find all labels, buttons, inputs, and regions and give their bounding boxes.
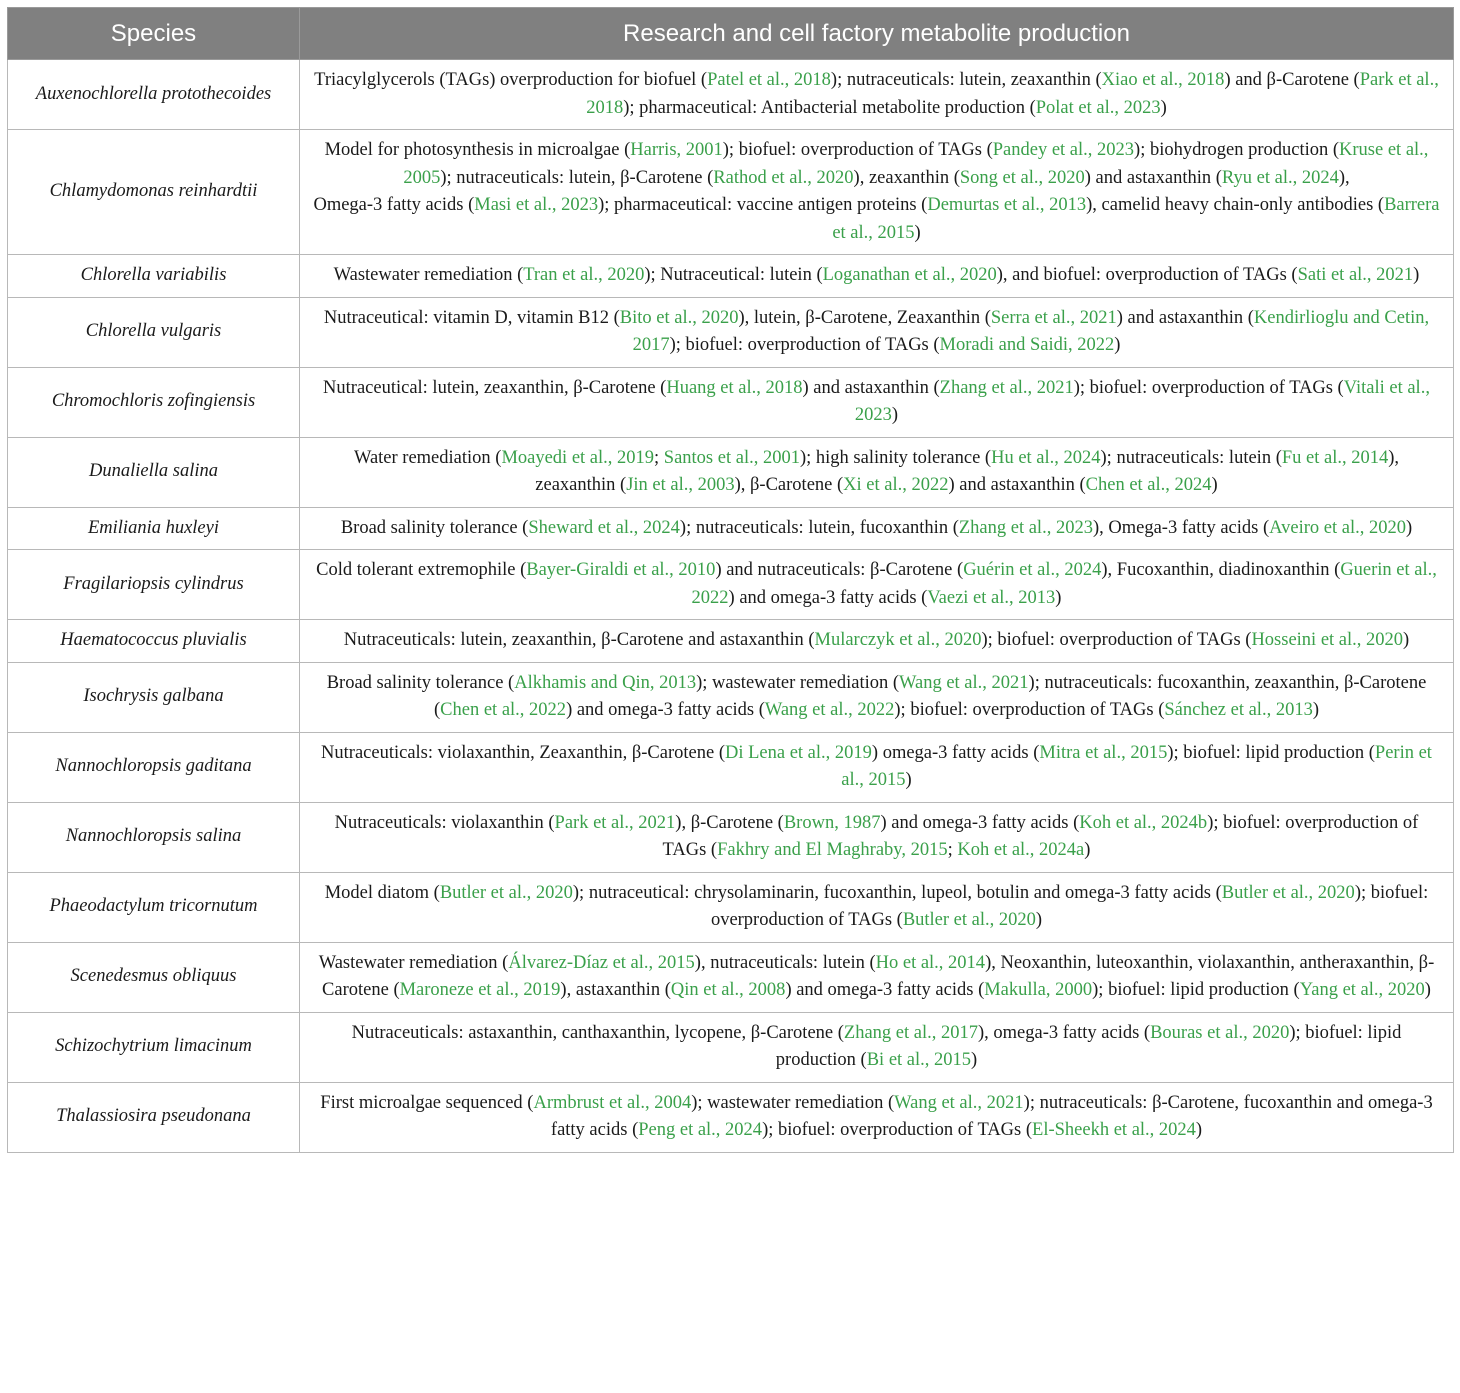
table-row (8, 802, 1454, 872)
table-row (8, 732, 1454, 802)
species-cell: Schizochytrium limacinum (8, 1012, 300, 1082)
cell-text: ), β-Carotene ( (675, 812, 784, 833)
cell-text: ) and β-Carotene ( (1224, 70, 1360, 90)
cell-text: ); wastewater remediation ( (696, 672, 900, 693)
citation-link[interactable]: Koh et al., 2024b (1079, 812, 1208, 833)
research-cell (300, 60, 1454, 130)
cell-text: Wastewater remediation ( (318, 952, 509, 973)
citation-link[interactable]: Serra et al., 2021 (990, 307, 1117, 328)
species-cell: Haematococcus pluvialis (8, 620, 300, 663)
cell-text: ); biofuel: overproduction of TAGs ( (710, 882, 1429, 930)
species-cell: Scenedesmus obliquus (8, 942, 300, 1012)
cell-text: ); high salinity tolerance ( (799, 447, 992, 468)
cell-text: ) (1405, 517, 1413, 538)
research-cell (300, 1082, 1454, 1152)
cell-text: Triacylglycerols (TAGs) overproduction for biofuel ( (314, 70, 708, 90)
citation-link[interactable]: Moradi and Saidi, 2022 (939, 335, 1115, 355)
citation-link[interactable]: El-Sheekh et al., 2024 (1032, 1120, 1196, 1140)
cell-text: ); nutraceuticals: lutein ( (1100, 447, 1282, 468)
table-row (8, 367, 1454, 437)
cell-text: Nutraceuticals: astaxanthin, canthaxanthin, lycopene, β-Carotene ( (351, 1022, 844, 1043)
citation-link[interactable]: Ryu et al., 2024 (1221, 167, 1339, 188)
citation-link[interactable]: Bayer-Giraldi et al., 2010 (526, 560, 716, 580)
cell-text: ), zeaxanthin ( (535, 447, 1400, 495)
citation-link[interactable]: Mitra et al., 2015 (1039, 742, 1168, 763)
citation-link[interactable]: Zhang et al., 2023 (958, 517, 1093, 538)
cell-text: ); Nutraceutical: lutein ( (644, 265, 823, 285)
cell-text: ), (1338, 167, 1350, 188)
citation-link[interactable]: Santos et al., 2001 (663, 447, 800, 468)
citation-link[interactable]: Xi et al., 2022 (843, 475, 949, 495)
cell-text: Model diatom ( (324, 882, 440, 903)
research-cell (300, 802, 1454, 872)
table-row (8, 60, 1454, 130)
cell-text: ); biofuel: overproduction of TAGs ( (762, 1120, 1033, 1140)
citation-link[interactable]: Wang et al., 2021 (899, 672, 1029, 693)
citation-link[interactable]: Patel et al., 2018 (707, 70, 831, 90)
citation-link[interactable]: Fu et al., 2014 (1281, 447, 1389, 468)
cell-text: ) (891, 405, 899, 425)
cell-text: ) (1084, 840, 1091, 860)
cell-text: Nutraceutical: lutein, zeaxanthin, β-Carotene ( (323, 377, 667, 398)
cell-text: Water remediation ( (353, 447, 502, 468)
cell-text: ), nutraceuticals: lutein ( (694, 952, 876, 973)
cell-text: ); biohydrogen production ( (1134, 140, 1340, 160)
species-cell: Chlorella variabilis (8, 255, 300, 298)
research-cell (300, 732, 1454, 802)
species-cell: Auxenochlorella protothecoides (8, 60, 300, 130)
cell-text: ); nutraceuticals: lutein, fucoxanthin ( (679, 517, 959, 538)
citation-link[interactable]: Hu et al., 2024 (991, 447, 1101, 468)
cell-text: Nutraceuticals: lutein, zeaxanthin, β-Carotene and astaxanthin ( (343, 630, 815, 650)
citation-link[interactable]: Vitali et al., 2023 (854, 377, 1430, 425)
table-row (8, 437, 1454, 507)
citation-link[interactable]: Qin et al., 2008 (670, 980, 786, 1000)
table-row (8, 1012, 1454, 1082)
citation-link[interactable]: Chen et al., 2022 (440, 700, 567, 720)
cell-text: ) (1413, 265, 1420, 285)
cell-text: Broad salinity tolerance ( (340, 517, 529, 538)
cell-text: ); pharmaceutical: vaccine antigen proteins ( (598, 195, 928, 215)
citation-link[interactable]: Bi et al., 2015 (866, 1050, 972, 1070)
citation-link[interactable]: Aveiro et al., 2020 (1269, 517, 1406, 538)
cell-text: ), Neoxanthin, luteoxanthin, violaxanthin, antheraxanthin, β-Carotene ( (322, 952, 1435, 1000)
species-cell: Thalassiosira pseudonana (8, 1082, 300, 1152)
species-cell: Phaeodactylum tricornutum (8, 872, 300, 942)
citation-link[interactable]: Demurtas et al., 2013 (927, 195, 1087, 215)
cell-text: ); biofuel: overproduction of TAGs ( (722, 140, 993, 160)
table-row (8, 297, 1454, 367)
cell-text: ); nutraceutical: chrysolaminarin, fucoxanthin, lupeol, botulin and omega-3 fatty acids ( (572, 882, 1222, 903)
citation-link[interactable]: Butler et al., 2020 (439, 882, 573, 903)
species-cell: Isochrysis galbana (8, 662, 300, 732)
research-cell (300, 255, 1454, 298)
cell-text: ), zeaxanthin ( (853, 167, 960, 188)
cell-text: ) and astaxanthin ( (948, 475, 1086, 495)
citation-link[interactable]: Mularczyk et al., 2020 (814, 630, 982, 650)
cell-text: Model for photosynthesis in microalgae ( (324, 140, 631, 160)
citation-link[interactable]: Jin et al., 2003 (626, 475, 735, 495)
cell-text: ); biofuel: overproduction of TAGs ( (1073, 377, 1344, 398)
research-cell (300, 872, 1454, 942)
table-row (8, 1082, 1454, 1152)
cell-text: ); nutraceuticals: lutein, β-Carotene ( (440, 167, 714, 188)
cell-text: ), Fucoxanthin, diadinoxanthin ( (1101, 560, 1341, 580)
cell-text: ); wastewater remediation ( (691, 1092, 895, 1113)
citation-link[interactable]: Maroneze et al., 2019 (399, 980, 561, 1000)
species-cell: Dunaliella salina (8, 437, 300, 507)
citation-link[interactable]: Masi et al., 2023 (474, 195, 599, 215)
citation-link[interactable]: Wang et al., 2022 (764, 700, 895, 720)
citation-link[interactable]: Park et al., 2018 (586, 70, 1439, 118)
citation-link[interactable]: Polat et al., 2023 (1035, 97, 1161, 118)
species-cell: Nannochloropsis salina (8, 802, 300, 872)
citation-link[interactable]: Bito et al., 2020 (619, 307, 739, 328)
citation-link[interactable]: Bouras et al., 2020 (1150, 1022, 1290, 1043)
cell-text: ) (1055, 587, 1062, 608)
citation-link[interactable]: Rathod et al., 2020 (713, 167, 854, 188)
citation-link[interactable]: Loganathan et al., 2020 (822, 265, 997, 285)
cell-text: ) and astaxanthin ( (802, 377, 940, 398)
species-cell: Chlorella vulgaris (8, 297, 300, 367)
cell-text: ); biofuel: overproduction of TAGs ( (981, 630, 1252, 650)
citation-link[interactable]: Sati et al., 2021 (1297, 265, 1414, 285)
species-cell: Emiliania huxleyi (8, 507, 300, 550)
cell-text: ) (1211, 475, 1218, 495)
species-cell: Fragilariopsis cylindrus (8, 550, 300, 620)
cell-text: ) (1312, 700, 1319, 720)
species-cell: Nannochloropsis gaditana (8, 732, 300, 802)
species-cell: Chromochloris zofingiensis (8, 367, 300, 437)
citation-link[interactable]: Pandey et al., 2023 (992, 140, 1135, 160)
citation-link[interactable]: Guerin et al., 2022 (691, 560, 1437, 608)
cell-text: ); nutraceuticals: β-Carotene, fucoxanthin and omega-3 fatty acids ( (550, 1092, 1433, 1140)
citation-link[interactable]: Brown, 1987 (783, 812, 881, 833)
citation-link[interactable]: Yang et al., 2020 (1299, 980, 1425, 1000)
citation-link[interactable]: Park et al., 2021 (554, 812, 676, 833)
research-cell (300, 130, 1454, 255)
cell-text: ; (654, 447, 664, 468)
research-cell (300, 662, 1454, 732)
citation-link[interactable]: Moayedi et al., 2019 (501, 447, 655, 468)
cell-text: ) (1035, 910, 1043, 930)
citation-link[interactable]: Álvarez-Díaz et al., 2015 (508, 952, 695, 973)
cell-text: ); biofuel: overproduction of TAGs ( (894, 700, 1165, 720)
cell-text: ) (1195, 1120, 1203, 1140)
citation-link[interactable]: Koh et al., 2024a (957, 840, 1085, 860)
cell-text: ), omega-3 fatty acids ( (978, 1022, 1151, 1043)
cell-text: ) and astaxanthin ( (1116, 307, 1254, 328)
citation-link[interactable]: Makulla, 2000 (984, 980, 1093, 1000)
cell-text: ) and omega-3 fatty acids ( (728, 587, 928, 608)
citation-link[interactable]: Chen et al., 2024 (1085, 475, 1212, 495)
research-cell (300, 437, 1454, 507)
citation-link[interactable]: Harris, 2001 (630, 140, 723, 160)
table-row (8, 662, 1454, 732)
cell-text: ), and biofuel: overproduction of TAGs ( (996, 265, 1298, 285)
research-cell (300, 620, 1454, 663)
cell-text: Broad salinity tolerance ( (326, 672, 515, 693)
cell-text: ), Omega-3 fatty acids ( (1092, 517, 1270, 538)
research-cell (300, 297, 1454, 367)
table-row (8, 620, 1454, 663)
citation-link[interactable]: Kendirlioglu and Cetin, 2017 (632, 307, 1430, 355)
cell-text: ) (1424, 980, 1431, 1000)
citation-link[interactable]: Ho et al., 2014 (875, 952, 986, 973)
cell-text: ), camelid heavy chain-only antibodies ( (1086, 195, 1385, 215)
citation-link[interactable]: Sánchez et al., 2013 (1164, 700, 1313, 720)
citation-link[interactable]: Zhang et al., 2017 (843, 1022, 978, 1043)
table-row (8, 255, 1454, 298)
cell-text: ) (1160, 97, 1167, 118)
header-species: Species (8, 8, 300, 60)
citation-link[interactable]: Sheward et al., 2024 (528, 517, 680, 538)
citation-link[interactable]: Guérin et al., 2024 (963, 560, 1102, 580)
citation-link[interactable]: Peng et al., 2024 (638, 1120, 763, 1140)
cell-text: ) (1114, 335, 1121, 355)
table-row (8, 550, 1454, 620)
cell-text: ) and omega-3 fatty acids ( (880, 812, 1080, 833)
cell-text: ) (1403, 630, 1410, 650)
cell-text: Nutraceuticals: violaxanthin, Zeaxanthin, β-Carotene ( (321, 742, 725, 763)
header-row (8, 8, 1454, 60)
table-row (8, 507, 1454, 550)
citation-link[interactable]: Butler et al., 2020 (902, 910, 1036, 930)
cell-text: ); pharmaceutical: Antibacterial metabolite production ( (623, 97, 1036, 118)
citation-link[interactable]: Kruse et al., 2005 (403, 140, 1429, 188)
citation-link[interactable]: Xiao et al., 2018 (1101, 70, 1225, 90)
cell-text: Nutraceuticals: violaxanthin ( (334, 812, 555, 833)
cell-text: First microalgae sequenced ( (320, 1092, 534, 1113)
table-row (8, 130, 1454, 255)
cell-text: ) (905, 770, 912, 790)
research-cell (300, 367, 1454, 437)
cell-text: ), β-Carotene ( (734, 475, 844, 495)
citation-link[interactable]: Armbrust et al., 2004 (533, 1092, 692, 1113)
citation-link[interactable]: Song et al., 2020 (959, 167, 1085, 188)
cell-text: ) and omega-3 fatty acids ( (785, 980, 985, 1000)
cell-text: ) (971, 1050, 978, 1070)
header-research: Research and cell factory metabolite production (300, 8, 1454, 60)
cell-text: Omega-3 fatty acids ( (313, 195, 475, 215)
cell-text: ) (914, 222, 921, 243)
research-cell (300, 507, 1454, 550)
cell-text: ) and nutraceuticals: β-Carotene ( (715, 560, 964, 580)
citation-link[interactable]: Di Lena et al., 2019 (724, 742, 872, 763)
cell-text: ); biofuel: lipid production ( (1167, 742, 1375, 763)
citation-link[interactable]: Fakhry and El Maghraby, 2015 (717, 840, 948, 860)
research-cell (300, 1012, 1454, 1082)
research-cell (300, 942, 1454, 1012)
cell-text: ); biofuel: overproduction of TAGs ( (669, 335, 940, 355)
cell-text: Wastewater remediation ( (333, 265, 524, 285)
cell-text: ), astaxanthin ( (560, 980, 671, 1000)
citation-link[interactable]: Zhang et al., 2021 (939, 377, 1074, 398)
cell-text: ); nutraceuticals: lutein, zeaxanthin ( (830, 70, 1102, 90)
cell-text: ); biofuel: overproduction of TAGs ( (662, 812, 1419, 860)
cell-text: ), lutein, β-Carotene, Zeaxanthin ( (738, 307, 991, 328)
citation-link[interactable]: Perin et al., 2015 (841, 742, 1432, 790)
species-table (7, 7, 1454, 1153)
citation-link[interactable]: Hosseini et al., 2020 (1251, 630, 1404, 650)
species-table-container (7, 7, 1453, 1153)
citation-link[interactable]: Barrera et al., 2015 (832, 195, 1440, 243)
citation-link[interactable]: Vaezi et al., 2013 (927, 587, 1056, 608)
citation-link[interactable]: Tran et al., 2020 (523, 265, 645, 285)
cell-text: ); nutraceuticals: fucoxanthin, zeaxanthin, β-Carotene ( (434, 672, 1427, 720)
species-cell: Chlamydomonas reinhardtii (8, 130, 300, 255)
cell-text: Nutraceutical: vitamin D, vitamin B12 ( (323, 307, 620, 328)
cell-text: ); biofuel: lipid production ( (775, 1022, 1402, 1070)
cell-text: ) and astaxanthin ( (1084, 167, 1222, 188)
table-row (8, 942, 1454, 1012)
citation-link[interactable]: Butler et al., 2020 (1221, 882, 1355, 903)
cell-text: ); biofuel: lipid production ( (1092, 980, 1300, 1000)
citation-link[interactable]: Alkhamis and Qin, 2013 (514, 672, 697, 693)
citation-link[interactable]: Wang et al., 2021 (894, 1092, 1024, 1113)
cell-text: ; (947, 840, 958, 860)
research-cell (300, 550, 1454, 620)
table-body (8, 60, 1454, 1153)
cell-text: ) and omega-3 fatty acids ( (566, 700, 765, 720)
table-row (8, 872, 1454, 942)
cell-text: Cold tolerant extremophile ( (316, 560, 527, 580)
cell-text: ) omega-3 fatty acids ( (871, 742, 1040, 763)
citation-link[interactable]: Huang et al., 2018 (666, 377, 803, 398)
